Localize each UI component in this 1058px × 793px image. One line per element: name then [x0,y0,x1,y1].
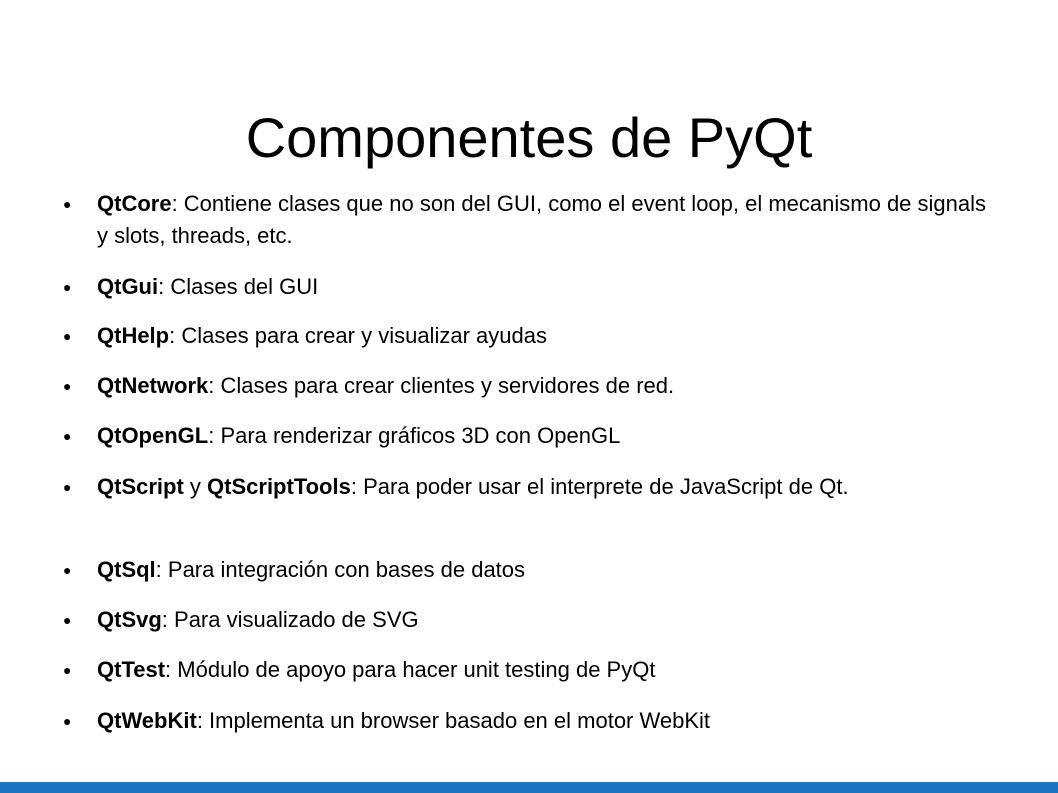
component-name: QtSql [97,557,156,582]
list-item [63,188,987,252]
list-item [63,654,987,686]
component-name: QtGui [97,274,159,299]
bullet-icon: ● [63,378,72,394]
list-item [63,705,987,737]
component-description: : Para integración con bases de datos [155,557,526,582]
component-name: QtWebKit [97,708,197,733]
component-name: QtCore [97,191,172,216]
component-description: : Contiene clases que no son del GUI, como el event loop, el mecanismo de signals y slots, threads, etc. [97,191,987,248]
bullet-icon: ● [63,479,72,495]
component-description: : Implementa un browser basado en el motor WebKit [196,708,710,733]
bullet-icon: ● [63,428,72,444]
component-name: QtHelp [97,323,170,348]
bullet-icon: ● [63,562,72,578]
list-item [63,554,987,586]
footer-accent-bar [0,782,1058,793]
component-name: QtNetwork [97,373,209,398]
bullet-icon: ● [63,713,72,729]
component-description: : Módulo de apoyo para hacer unit testing de PyQt [165,657,656,682]
component-name: QtScript [97,474,184,499]
component-name: QtSvg [97,607,162,632]
bullet-icon: ● [63,328,72,344]
slide-title: Componentes de PyQt [245,105,813,169]
component-name: QtOpenGL [97,423,209,448]
list-item [63,604,987,636]
component-description: : Para poder usar el interprete de JavaScript de Qt. [350,474,849,499]
bullet-icon: ● [63,196,72,212]
list-item [63,370,987,402]
component-connector: y [183,474,208,499]
bullet-icon: ● [63,612,72,628]
list-item [63,320,987,352]
component-description: : Clases para crear clientes y servidores de red. [208,373,675,398]
component-name: QtScriptTools [207,474,351,499]
component-name: QtTest [97,657,166,682]
component-description: : Para renderizar gráficos 3D con OpenGL [208,423,621,448]
list-item [63,271,987,303]
bullet-icon: ● [63,662,72,678]
component-description: : Para visualizado de SVG [161,607,419,632]
bullet-icon: ● [63,279,72,295]
list-item [63,420,987,452]
list-item [63,471,987,503]
component-description: : Clases para crear y visualizar ayudas [169,323,547,348]
component-description: : Clases del GUI [158,274,319,299]
